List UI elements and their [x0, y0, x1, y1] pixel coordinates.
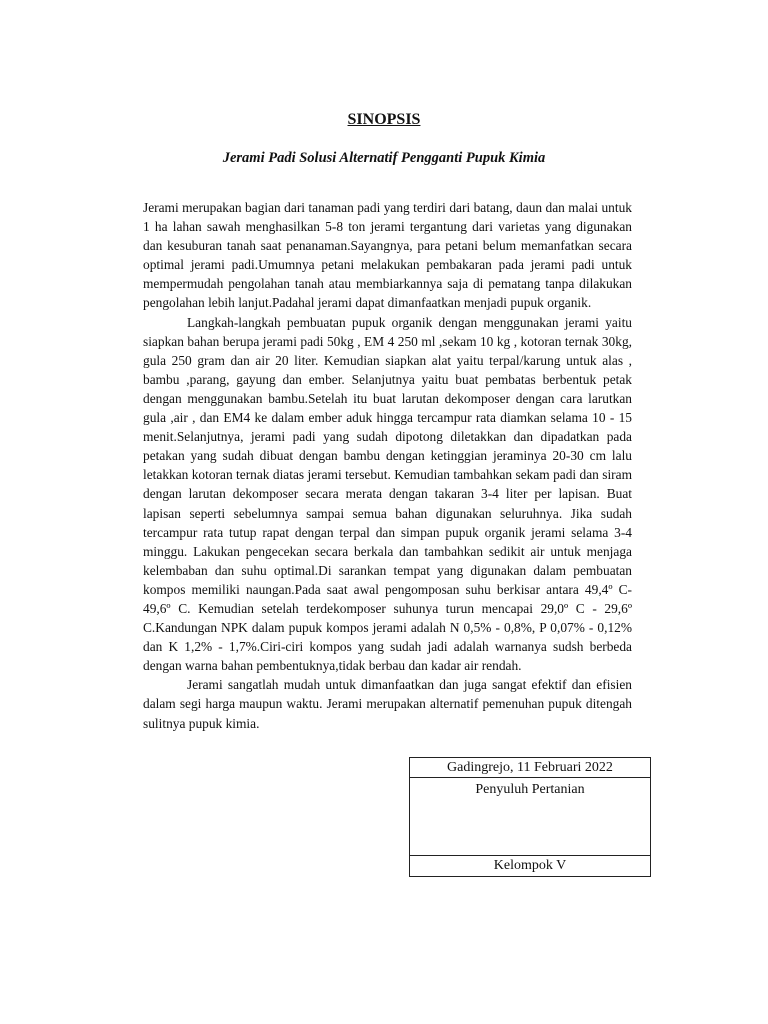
document-title: SINOPSIS — [347, 111, 421, 128]
paragraph-conclusion: Jerami sangatlah mudah untuk dimanfaatkan dan juga sangat efektif dan efisien dalam segi harga maupun waktu. Jerami merupakan alternatif pemenuhan pupuk ditengah sulitnya pupuk kimia. — [143, 677, 632, 731]
paragraph-intro: Jerami merupakan bagian dari tanaman padi yang terdiri dari batang, daun dan malai untuk 1 ha lahan sawah menghasilkan 5-8 ton jerami tergantung dari varietas yang digunakan dan kesuburan tanah saat penanaman.Sayangnya, para petani belum memanfatkan secara optimal jerami padi.Umumnya petani melakukan pembakaran pada jerami padi untuk mempermudah pengolahan tanah atau membiarkannya saja di pematang tanpa dilakukan pengolahan lebih lanjut.Padahal jerami dapat dimanfaatkan menjadi pupuk organik. — [143, 200, 632, 311]
signature-group: Kelompok V — [410, 855, 650, 876]
paragraph-steps: Langkah-langkah pembuatan pupuk organik dengan menggunakan jerami yaitu siapkan bahan berupa jerami padi 50kg , EM 4 250 ml ,sekam 10 kg , kotoran ternak 30kg, gula 250 gram dan air 20 liter. Kemudian siapkan alat yaitu terpal/karung untuk alas , bambu ,parang, gayung dan ember. Selanjutnya yaitu buat pembatas berbentuk petak dengan menggunakan bambu.Setelah itu buat larutan dekomposer dengan cara larutkan gula ,air , dan EM4 ke dalam ember aduk hingga tercampur rata diamkan selama 10 - 15 menit.Selanjutnya, jerami padi yang sudah dipotong diletakkan dan dipadatkan pada petakan yang sudah dibuat dengan bambu dengan ketinggian jeraminya 20-30 cm lalu letakkan kotoran ternak diatas jerami tersebut. Kemudian tambahkan sekam padi dan siram dengan larutan dekomposer secara merata dengan takaran 3-4 liter per lapisan. Buat lapisan seperti sebelumnya sampai semua bahan digunakan seluruhnya. Jika sudah tercampur rata tutup rapat dengan terpal dan simpan pupuk organik jerami selama 3-4 minggu. Lakukan pengecekan secara berkala dan tambahkan sedikit air untuk menjaga kelembaban dan suhu optimal.Di sarankan tempat yang digunakan dalam pembuatan kompos memiliki naungan.Pada saat awal pengomposan suhu berkisar antara 49,4º C- 49,6º C. Kemudian setelah terdekomposer suhunya turun mencapai 29,0º C - 29,6º C.Kandungan NPK dalam pupuk kompos jerami adalah N 0,5% - 0,8%, P 0,07% - 0,12% dan K 1,2% - 1,7%.Ciri-ciri kompos yang sudah jadi adalah warnanya sudsh berbeda dengan warna bahan pembentuknya,tidak berbau dan kadar air rendah. — [143, 314, 632, 674]
signature-role: Penyuluh Pertanian — [475, 782, 585, 797]
document-subtitle: Jerami Padi Solusi Alternatif Pengganti Pupuk Kimia — [222, 150, 546, 166]
signature-place-date: Gadingrejo, 11 Februari 2022 — [410, 758, 650, 778]
signature-box — [409, 757, 651, 877]
document-body — [143, 198, 632, 733]
